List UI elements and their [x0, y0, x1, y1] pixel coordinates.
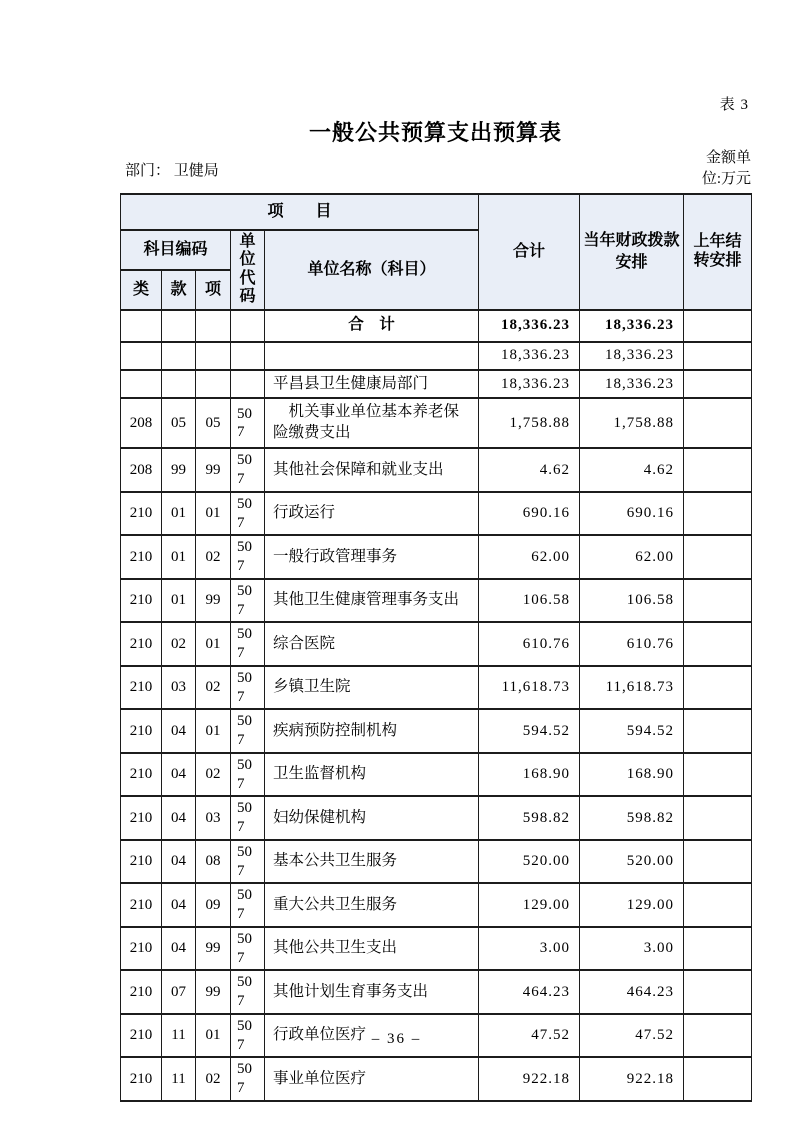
cell-item: 99	[162, 448, 196, 492]
cell-item	[162, 342, 196, 370]
cell-unit-name: 平昌县卫生健康局部门	[265, 370, 479, 399]
cell-subitem: 01	[196, 622, 231, 666]
cell-total: 106.58	[479, 579, 580, 623]
cell-category: 210	[121, 666, 162, 710]
cell-total: 3.00	[479, 927, 580, 971]
cell-current-year: 3.00	[580, 927, 684, 971]
cell-unit-name: 重大公共卫生服务	[265, 883, 479, 927]
cell-item: 04	[162, 840, 196, 884]
cell-subitem: 05	[196, 398, 231, 448]
cell-item: 04	[162, 883, 196, 927]
table-row	[121, 927, 752, 971]
cell-current-year: 598.82	[580, 796, 684, 840]
page-title: 一般公共预算支出预算表	[308, 120, 562, 145]
cell-category	[121, 370, 162, 399]
cell-current-year: 464.23	[580, 970, 684, 1014]
cell-carryover	[684, 709, 752, 753]
cell-item: 11	[162, 1057, 196, 1101]
header-item: 款	[162, 270, 196, 310]
table-row	[121, 883, 752, 927]
cell-subitem: 01	[196, 1014, 231, 1058]
cell-category	[121, 342, 162, 370]
department-label: 部门： 卫健局	[125, 163, 219, 179]
cell-category: 210	[121, 492, 162, 536]
table-row	[121, 622, 752, 666]
cell-current-year: 922.18	[580, 1057, 684, 1101]
cell-current-year: 594.52	[580, 709, 684, 753]
cell-subitem: 99	[196, 579, 231, 623]
cell-category	[121, 310, 162, 342]
table-row	[121, 1057, 752, 1101]
cell-current-year: 106.58	[580, 579, 684, 623]
cell-unit-name: 其他卫生健康管理事务支出	[265, 579, 479, 623]
cell-current-year: 129.00	[580, 883, 684, 927]
cell-current-year: 690.16	[580, 492, 684, 536]
table-row	[121, 535, 752, 579]
cell-subitem: 99	[196, 448, 231, 492]
cell-unit-code: 507	[231, 840, 265, 884]
cell-item: 02	[162, 622, 196, 666]
cell-unit-code: 507	[231, 970, 265, 1014]
cell-category: 210	[121, 1057, 162, 1101]
cell-subitem: 02	[196, 666, 231, 710]
cell-item: 01	[162, 535, 196, 579]
cell-total: 610.76	[479, 622, 580, 666]
cell-carryover	[684, 753, 752, 797]
cell-carryover	[684, 927, 752, 971]
table-row	[121, 310, 752, 342]
header-carryover: 上年结转安排	[684, 194, 752, 310]
cell-total: 690.16	[479, 492, 580, 536]
cell-item: 04	[162, 753, 196, 797]
cell-current-year: 168.90	[580, 753, 684, 797]
cell-carryover	[684, 310, 752, 342]
cell-total: 1,758.88	[479, 398, 580, 448]
cell-category: 210	[121, 535, 162, 579]
cell-category: 208	[121, 398, 162, 448]
cell-item: 04	[162, 927, 196, 971]
amount-unit-note: 金额单位:万元	[701, 150, 751, 187]
header-total: 合计	[479, 194, 580, 310]
cell-total: 598.82	[479, 796, 580, 840]
cell-category: 210	[121, 1014, 162, 1058]
cell-subitem: 03	[196, 796, 231, 840]
header-unit-name: 单位名称（科目）	[265, 230, 479, 310]
cell-item: 03	[162, 666, 196, 710]
cell-unit-name: 合 计	[265, 310, 479, 342]
cell-total: 464.23	[479, 970, 580, 1014]
cell-unit-name	[265, 342, 479, 370]
cell-subitem: 02	[196, 1057, 231, 1101]
cell-subitem: 08	[196, 840, 231, 884]
cell-unit-name: 乡镇卫生院	[265, 666, 479, 710]
cell-total: 594.52	[479, 709, 580, 753]
header-project: 项 目	[121, 194, 479, 230]
header-subitem: 项	[196, 270, 231, 310]
cell-subitem	[196, 342, 231, 370]
cell-total: 18,336.23	[479, 310, 580, 342]
cell-total: 18,336.23	[479, 370, 580, 399]
cell-carryover	[684, 666, 752, 710]
cell-unit-code: 507	[231, 1057, 265, 1101]
cell-carryover	[684, 970, 752, 1014]
cell-unit-name: 疾病预防控制机构	[265, 709, 479, 753]
cell-unit-code: 507	[231, 448, 265, 492]
cell-carryover	[684, 342, 752, 370]
cell-item	[162, 310, 196, 342]
cell-unit-name: 其他社会保障和就业支出	[265, 448, 479, 492]
table-row	[121, 370, 752, 399]
cell-subitem: 01	[196, 709, 231, 753]
cell-subitem: 09	[196, 883, 231, 927]
cell-category: 210	[121, 796, 162, 840]
cell-item: 07	[162, 970, 196, 1014]
cell-total: 18,336.23	[479, 342, 580, 370]
table-body	[121, 310, 752, 1101]
cell-unit-code: 507	[231, 535, 265, 579]
cell-subitem: 99	[196, 927, 231, 971]
cell-total: 129.00	[479, 883, 580, 927]
cell-unit-code: 507	[231, 927, 265, 971]
cell-item	[162, 370, 196, 399]
header-unit-code: 单位代码	[231, 230, 265, 310]
cell-unit-code: 507	[231, 666, 265, 710]
cell-category: 210	[121, 579, 162, 623]
cell-total: 4.62	[479, 448, 580, 492]
cell-current-year: 18,336.23	[580, 310, 684, 342]
cell-unit-code: 507	[231, 1014, 265, 1058]
cell-subitem: 01	[196, 492, 231, 536]
table-header	[121, 194, 752, 310]
cell-current-year: 18,336.23	[580, 370, 684, 399]
cell-carryover	[684, 883, 752, 927]
cell-subitem	[196, 310, 231, 342]
cell-subitem	[196, 370, 231, 399]
cell-carryover	[684, 622, 752, 666]
header-category: 类	[121, 270, 162, 310]
cell-category: 210	[121, 883, 162, 927]
cell-carryover	[684, 579, 752, 623]
cell-current-year: 520.00	[580, 840, 684, 884]
table-row	[121, 448, 752, 492]
cell-subitem: 99	[196, 970, 231, 1014]
cell-carryover	[684, 796, 752, 840]
cell-subitem: 02	[196, 535, 231, 579]
cell-item: 05	[162, 398, 196, 448]
cell-current-year: 62.00	[580, 535, 684, 579]
cell-current-year: 610.76	[580, 622, 684, 666]
table-row	[121, 840, 752, 884]
table-row	[121, 753, 752, 797]
header-current-year: 当年财政拨款安排	[580, 194, 684, 310]
cell-carryover	[684, 492, 752, 536]
cell-current-year: 11,618.73	[580, 666, 684, 710]
cell-unit-code	[231, 310, 265, 342]
cell-category: 210	[121, 970, 162, 1014]
cell-carryover	[684, 370, 752, 399]
page-number: – 36 –	[371, 1031, 422, 1047]
cell-category: 210	[121, 927, 162, 971]
cell-total: 168.90	[479, 753, 580, 797]
cell-carryover	[684, 1057, 752, 1101]
cell-item: 11	[162, 1014, 196, 1058]
cell-unit-code	[231, 370, 265, 399]
cell-unit-name: 妇幼保健机构	[265, 796, 479, 840]
cell-current-year: 4.62	[580, 448, 684, 492]
cell-total: 11,618.73	[479, 666, 580, 710]
cell-total: 520.00	[479, 840, 580, 884]
table-tag: 表 3	[719, 97, 749, 113]
cell-unit-code: 507	[231, 796, 265, 840]
budget-table	[120, 193, 752, 1102]
cell-subitem: 02	[196, 753, 231, 797]
cell-carryover	[684, 840, 752, 884]
cell-unit-code: 507	[231, 622, 265, 666]
cell-total: 62.00	[479, 535, 580, 579]
cell-unit-code: 507	[231, 709, 265, 753]
cell-total: 47.52	[479, 1014, 580, 1058]
cell-unit-name: 行政单位医疗	[265, 1014, 479, 1058]
cell-unit-code: 507	[231, 883, 265, 927]
cell-category: 210	[121, 753, 162, 797]
cell-unit-code	[231, 342, 265, 370]
table-row	[121, 342, 752, 370]
cell-unit-code: 507	[231, 398, 265, 448]
cell-category: 210	[121, 622, 162, 666]
cell-category: 208	[121, 448, 162, 492]
table-row	[121, 796, 752, 840]
cell-unit-name: 卫生监督机构	[265, 753, 479, 797]
cell-item: 04	[162, 796, 196, 840]
cell-category: 210	[121, 840, 162, 884]
header-subject-code: 科目编码	[121, 230, 231, 270]
table-row	[121, 666, 752, 710]
table-row	[121, 398, 752, 448]
cell-item: 04	[162, 709, 196, 753]
cell-current-year: 47.52	[580, 1014, 684, 1058]
cell-carryover	[684, 535, 752, 579]
cell-unit-code: 507	[231, 753, 265, 797]
cell-carryover	[684, 448, 752, 492]
table-row	[121, 492, 752, 536]
cell-current-year: 1,758.88	[580, 398, 684, 448]
cell-current-year: 18,336.23	[580, 342, 684, 370]
cell-category: 210	[121, 709, 162, 753]
table-row	[121, 579, 752, 623]
cell-item: 01	[162, 579, 196, 623]
cell-unit-name: 一般行政管理事务	[265, 535, 479, 579]
cell-unit-code: 507	[231, 579, 265, 623]
cell-unit-name: 其他计划生育事务支出	[265, 970, 479, 1014]
cell-total: 922.18	[479, 1057, 580, 1101]
cell-unit-name: 行政运行	[265, 492, 479, 536]
cell-carryover	[684, 398, 752, 448]
table-row	[121, 709, 752, 753]
cell-unit-name: 其他公共卫生支出	[265, 927, 479, 971]
cell-unit-name: 基本公共卫生服务	[265, 840, 479, 884]
cell-unit-code: 507	[231, 492, 265, 536]
header-row-project	[121, 194, 752, 230]
cell-unit-name: 综合医院	[265, 622, 479, 666]
cell-item: 01	[162, 492, 196, 536]
cell-unit-name: 事业单位医疗	[265, 1057, 479, 1101]
cell-unit-name: 机关事业单位基本养老保险缴费支出	[265, 398, 479, 448]
table-row	[121, 970, 752, 1014]
